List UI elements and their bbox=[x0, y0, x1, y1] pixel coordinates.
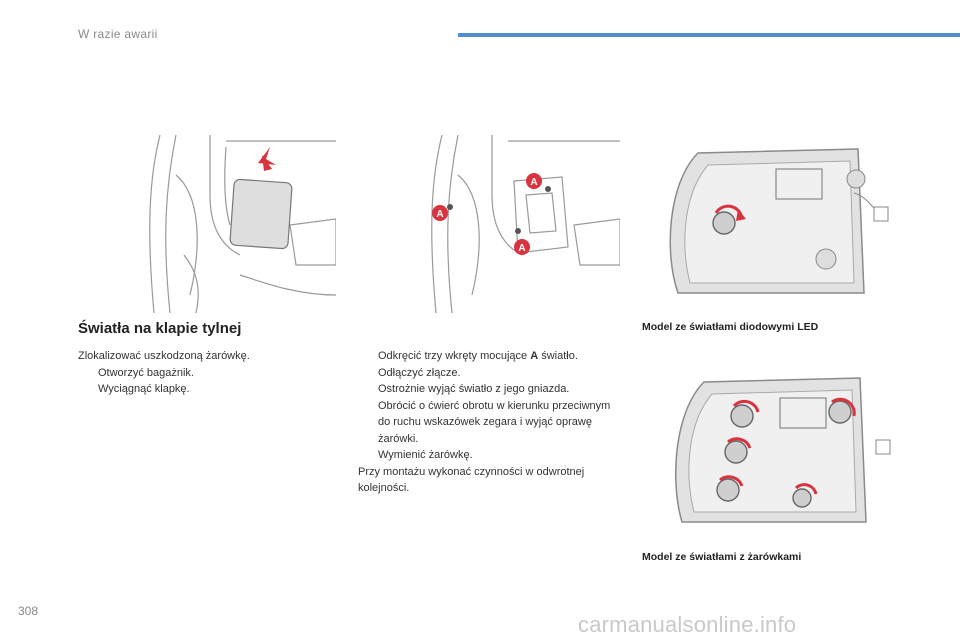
figure-trunk-flap bbox=[140, 135, 336, 313]
section-title: Światła na klapie tylnej bbox=[78, 320, 242, 337]
trunk-flap-illustration bbox=[140, 135, 336, 313]
watermark: carmanualsonline.info bbox=[578, 612, 797, 637]
caption-bulb-model: Model ze światłami z żarówkami bbox=[642, 551, 802, 563]
list-item bbox=[78, 365, 338, 382]
header-accent-bar bbox=[458, 33, 960, 37]
screw-label-a-1 bbox=[432, 205, 448, 221]
list-item-text: Wymienić żarówkę. bbox=[378, 449, 473, 461]
screw-label-a-3 bbox=[514, 239, 530, 255]
screws-illustration bbox=[422, 135, 620, 313]
caption-led-model: Model ze światłami diodowymi LED bbox=[642, 321, 819, 333]
list-item-text: Wyciągnąć klapkę. bbox=[98, 383, 190, 395]
list-item-text: Otworzyć bagażnik. bbox=[98, 366, 194, 379]
svg-text:A: A bbox=[436, 209, 444, 220]
figure-led-lamp bbox=[658, 143, 898, 305]
figure-bulb-lamp bbox=[664, 372, 900, 530]
header-title: W razie awarii bbox=[78, 27, 158, 41]
list-item-text-pre: Odkręcić trzy wkręty mocujące bbox=[378, 350, 531, 362]
page-number: 308 bbox=[18, 604, 39, 618]
outro-text: Przy montażu wykonać czynności w odwrotnej kolejności. bbox=[358, 465, 585, 494]
instructions-column-1 bbox=[78, 348, 338, 398]
bulb-lamp-illustration bbox=[664, 372, 900, 530]
list-item bbox=[358, 381, 620, 398]
figure-screws bbox=[422, 135, 620, 313]
list-item bbox=[358, 398, 620, 448]
list-item-text: Obrócić o ćwierć obrotu w kierunku przeciwnym do ruchu wskazówek zegara i wyjąć oprawę żarówki. bbox=[378, 399, 611, 445]
list-item bbox=[358, 348, 620, 365]
list-item bbox=[358, 447, 620, 464]
list-item-text: Ostrożnie wyjąć światło z jego gniazda. bbox=[378, 383, 570, 395]
instructions-column-2 bbox=[358, 348, 620, 497]
intro-text: Zlokalizować uszkodzoną żarówkę. bbox=[78, 350, 250, 362]
list-item bbox=[358, 365, 620, 382]
screw-reference: A bbox=[530, 350, 539, 362]
list-item-text: Odłączyć złącze. bbox=[378, 366, 461, 379]
screw-label-a-2 bbox=[526, 173, 542, 189]
led-lamp-illustration bbox=[658, 143, 898, 305]
svg-text:A: A bbox=[530, 177, 538, 188]
list-item-text-post: światło. bbox=[538, 350, 578, 362]
list-item bbox=[78, 381, 338, 398]
svg-text:A: A bbox=[518, 243, 526, 254]
